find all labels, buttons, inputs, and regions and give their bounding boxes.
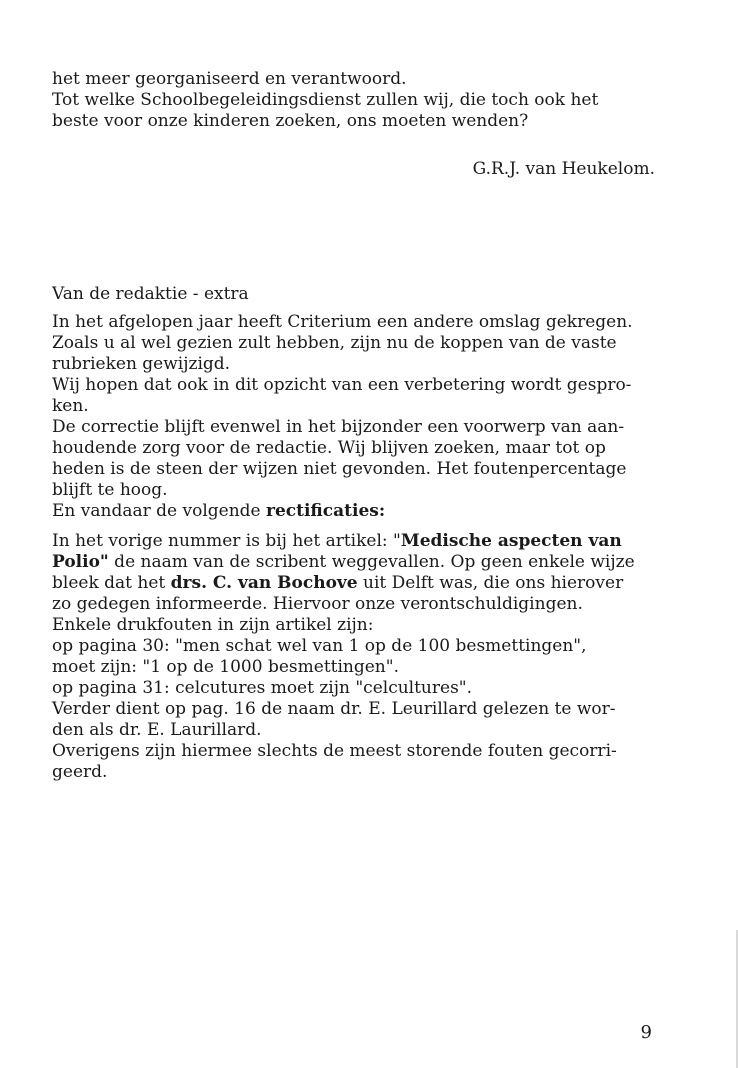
paragraph-line: op pagina 31: celcutures moet zijn "celcultures".	[52, 678, 473, 698]
article-title-end: Polio"	[52, 552, 109, 572]
paragraph-line: ken.	[52, 396, 89, 416]
rectificaties-line	[52, 501, 652, 522]
paragraph-line: op pagina 30: "men schat wel van 1 op de 100 besmettingen",	[52, 636, 587, 656]
intro-line: beste voor onze kinderen zoeken, ons moeten wenden?	[52, 111, 529, 131]
rectificaties-label: rectificaties:	[266, 501, 386, 521]
paragraph-line: geerd.	[52, 762, 108, 782]
rectificaties-intro: En vandaar de volgende	[52, 501, 266, 521]
paragraph-line	[52, 531, 652, 552]
paragraph-line: Enkele drukfouten in zijn artikel zijn:	[52, 615, 374, 635]
page-number: 9	[640, 1022, 652, 1043]
paragraph-line: rubrieken gewijzigd.	[52, 354, 231, 374]
intro-line: het meer georganiseerd en verantwoord.	[52, 69, 407, 89]
paragraph-line: houdende zorg voor de redactie. Wij blijven zoeken, maar tot op	[52, 438, 606, 458]
paragraph-text: de naam van de scribent weggevallen. Op geen enkele wijze	[108, 552, 635, 572]
editorial-paragraph	[52, 312, 652, 522]
paragraph-text: uit Delft was, die ons hierover	[357, 573, 624, 593]
intro-paragraph	[52, 69, 652, 132]
article-title: Medische aspecten van	[400, 531, 622, 551]
paragraph-line	[52, 573, 652, 594]
paragraph-line: moet zijn: "1 op de 1000 besmettingen".	[52, 657, 399, 677]
paragraph-line: zo gedegen informeerde. Hiervoor onze verontschuldigingen.	[52, 594, 583, 614]
author-name: drs. C. van Bochove	[170, 573, 358, 593]
paragraph-line: De correctie blijft evenwel in het bijzonder een voorwerp van aan-	[52, 417, 625, 437]
author-signature: G.R.J. van Heukelom.	[472, 159, 655, 179]
paragraph-line: Zoals u al wel gezien zult hebben, zijn nu de koppen van de vaste	[52, 333, 617, 353]
paragraph-line: Overigens zijn hiermee slechts de meest storende fouten gecorri-	[52, 741, 617, 761]
corrections-paragraph	[52, 531, 652, 783]
paragraph-line: Wij hopen dat ook in dit opzicht van een verbetering wordt gespro-	[52, 375, 632, 395]
article-ref-text: In het vorige nummer is bij het artikel: "	[52, 531, 401, 551]
paragraph-line: heden is de steen der wijzen niet gevonden. Het foutenpercentage	[52, 459, 627, 479]
paragraph-text: bleek dat het	[52, 573, 171, 593]
section-heading: Van de redaktie - extra	[52, 284, 249, 304]
paragraph-line: In het afgelopen jaar heeft Criterium een andere omslag gekregen.	[52, 312, 633, 332]
paragraph-line: den als dr. E. Laurillard.	[52, 720, 262, 740]
paragraph-line: blijft te hoog.	[52, 480, 168, 500]
paragraph-line: Verder dient op pag. 16 de naam dr. E. Leurillard gelezen te wor-	[52, 699, 616, 719]
intro-line: Tot welke Schoolbegeleidingsdienst zullen wij, die toch ook het	[52, 90, 599, 110]
paragraph-line	[52, 552, 652, 573]
